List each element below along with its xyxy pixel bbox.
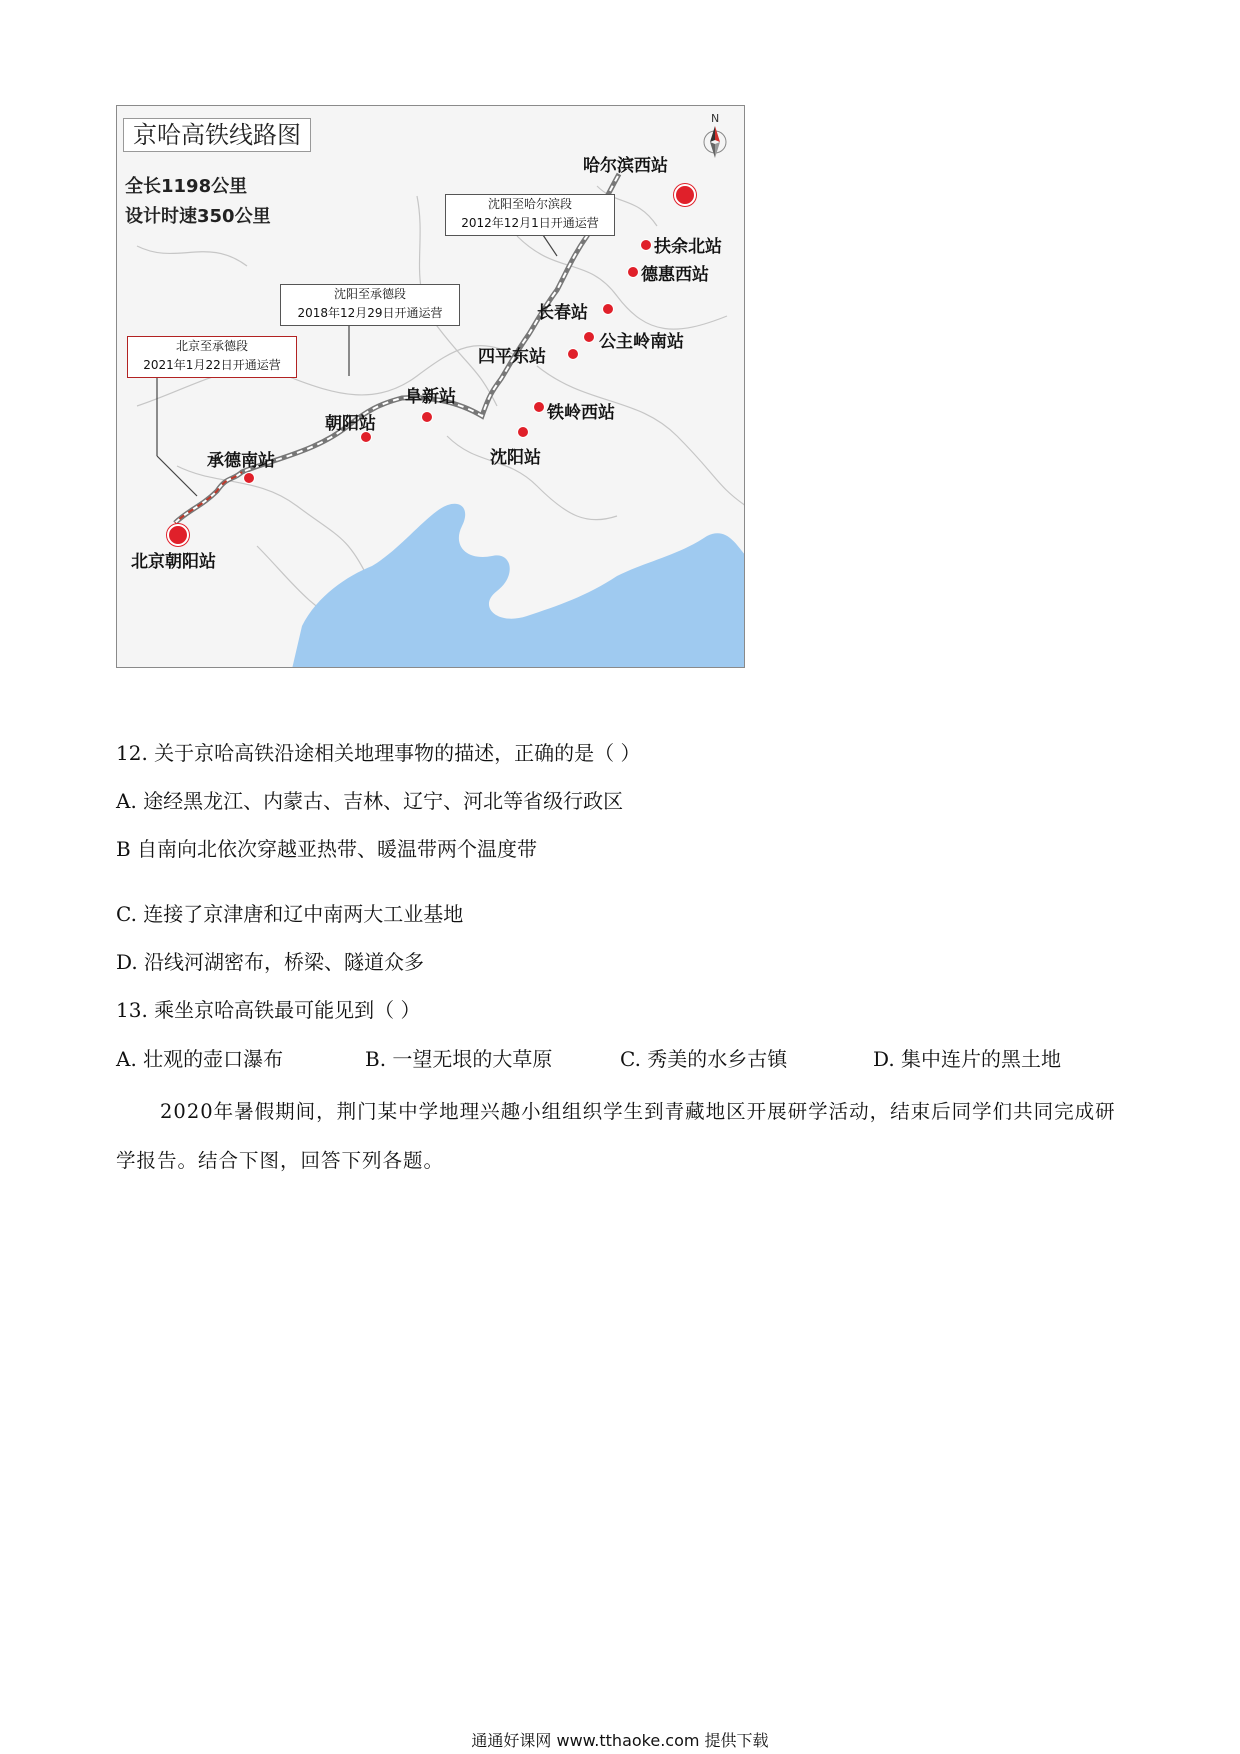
map-speed: 设计时速350公里 xyxy=(125,206,271,227)
question-13-option-a: A. 壮观的壶口瀑布 xyxy=(116,1047,284,1071)
question-13-option-d: D. 集中连片的黑土地 xyxy=(873,1047,1062,1071)
question-13-option-b: B. 一望无垠的大草原 xyxy=(365,1047,553,1071)
question-13-stem: 13. 乘坐京哈高铁最可能见到（ ） xyxy=(116,998,421,1022)
station-marker-major xyxy=(167,524,189,546)
station-marker xyxy=(583,331,595,343)
question-12-option-d: D. 沿线河湖密布，桥梁、隧道众多 xyxy=(116,950,425,974)
station-label: 公主岭南站 xyxy=(599,332,684,352)
question-13-option-c: C. 秀美的水乡古镇 xyxy=(620,1047,788,1071)
station-label: 铁岭西站 xyxy=(547,403,615,423)
station-label: 四平东站 xyxy=(478,347,546,367)
station-marker xyxy=(640,239,652,251)
station-marker xyxy=(602,303,614,315)
station-label: 德惠西站 xyxy=(641,265,709,285)
station-label: 长春站 xyxy=(537,303,588,323)
station-marker xyxy=(533,401,545,413)
station-marker-major xyxy=(674,184,696,206)
railway-map xyxy=(116,105,745,668)
segment-date: 2012年12月1日开通运营 xyxy=(461,216,599,230)
segment-callout-chengde xyxy=(280,284,460,326)
station-label: 承德南站 xyxy=(207,451,275,471)
map-length: 全长1198公里 xyxy=(125,176,248,197)
segment-name: 沈阳至哈尔滨段 xyxy=(487,197,572,211)
segment-name: 沈阳至承德段 xyxy=(333,287,406,301)
station-marker xyxy=(567,348,579,360)
footer-source: 通通好课网 www.tthaoke.com 提供下载 xyxy=(471,1731,769,1750)
question-12-option-c: C. 连接了京津唐和辽中南两大工业基地 xyxy=(116,902,464,926)
north-arrow-icon: N xyxy=(702,112,732,158)
question-12-option-b: B 自南向北依次穿越亚热带、暖温带两个温度带 xyxy=(116,837,538,861)
station-label: 扶余北站 xyxy=(654,237,722,257)
question-12-stem: 12. 关于京哈高铁沿途相关地理事物的描述，正确的是（ ） xyxy=(116,741,641,765)
segment-date: 2018年12月29日开通运营 xyxy=(297,306,443,320)
map-title: 京哈高铁线路图 xyxy=(133,121,301,149)
segment-callout-beijing xyxy=(127,336,297,378)
station-marker xyxy=(517,426,529,438)
station-marker xyxy=(243,472,255,484)
station-label: 哈尔滨西站 xyxy=(583,156,668,176)
segment-name: 北京至承德段 xyxy=(175,339,248,353)
segment-callout-harbin xyxy=(445,194,615,236)
station-label: 沈阳站 xyxy=(490,448,541,468)
station-marker xyxy=(421,411,433,423)
station-label: 阜新站 xyxy=(405,387,456,407)
question-12-option-a: A. 途经黑龙江、内蒙古、吉林、辽宁、河北等省级行政区 xyxy=(116,789,624,813)
intro-paragraph: 2020年暑假期间，荆门某中学地理兴趣小组组织学生到青藏地区开展研学活动，结束后同学们共同完成研学报告。结合下图，回答下列各题。 xyxy=(116,1100,1116,1172)
station-label: 北京朝阳站 xyxy=(131,552,216,572)
station-label: 朝阳站 xyxy=(325,414,376,434)
segment-date: 2021年1月22日开通运营 xyxy=(143,358,281,372)
station-marker xyxy=(627,266,639,278)
